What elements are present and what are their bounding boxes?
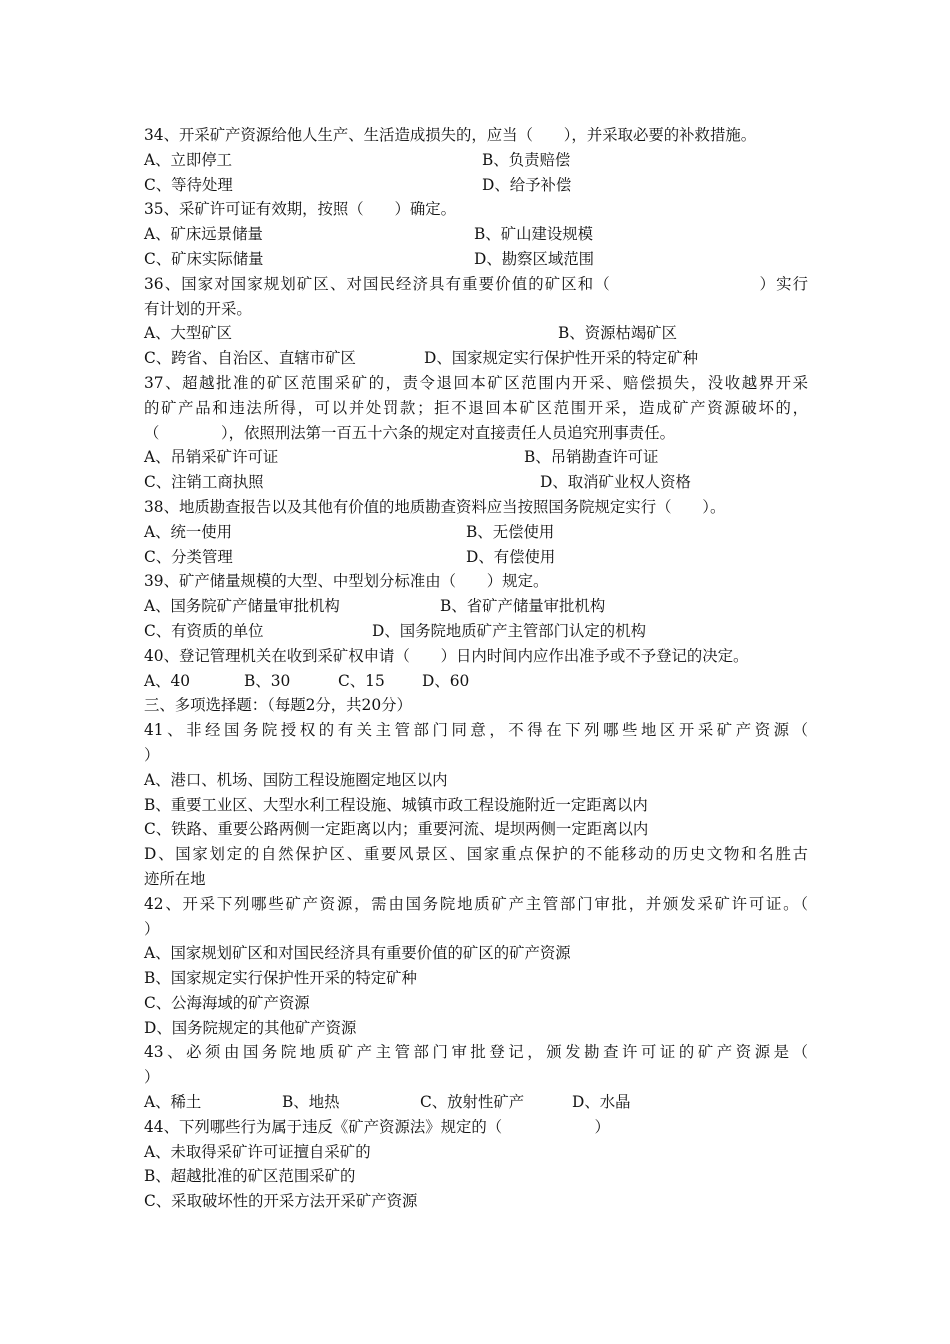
- line-text: 36、国家对国家规划矿区、对国民经济具有重要价值的矿区和（ ）实行: [144, 274, 808, 293]
- option-text: D、取消矿业权人资格: [540, 473, 691, 492]
- text-line: [144, 371, 808, 396]
- line-text: 43、必须由国务院地质矿产主管部门审批登记，颁发勘查许可证的矿产资源是（: [144, 1043, 808, 1062]
- text-line: [144, 421, 808, 446]
- text-line: [144, 669, 808, 694]
- text-line: [144, 470, 808, 495]
- line-text: A、港口、机场、国防工程设施圈定地区以内: [144, 770, 448, 789]
- text-line: [144, 1090, 808, 1115]
- line-text: ）: [144, 919, 160, 938]
- line-text: A、统一使用: [144, 522, 233, 541]
- option-text: D、国务院地质矿产主管部门认定的机构: [372, 621, 646, 640]
- line-text: C、注销工商执照: [144, 473, 264, 492]
- option-text: D、60: [422, 671, 470, 690]
- text-line: [144, 520, 808, 545]
- line-text: C、有资质的单位: [144, 621, 264, 640]
- text-line: [144, 991, 808, 1016]
- line-text: 34、开采矿产资源给他人生产、生活造成损失的，应当（ ），并采取必要的补救措施。: [144, 126, 757, 144]
- option-text: D、勘察区域范围: [474, 249, 595, 268]
- text-line: [144, 1164, 808, 1189]
- line-text: ）: [144, 1068, 160, 1087]
- line-text: ）: [144, 745, 160, 764]
- line-text: C、铁路、重要公路两侧一定距离以内；重要河流、堤坝两侧一定距离以内: [144, 820, 649, 839]
- line-text: B、超越批准的矿区范围采矿的: [144, 1167, 356, 1186]
- text-line: [144, 272, 808, 297]
- text-line: [144, 222, 808, 247]
- text-line: [144, 148, 808, 173]
- line-text: A、未取得采矿许可证擅自采矿的: [144, 1142, 371, 1161]
- option-text: D、水晶: [572, 1093, 631, 1112]
- line-text: 迹所在地: [144, 869, 206, 888]
- option-text: B、无偿使用: [466, 522, 555, 541]
- text-line: [144, 247, 808, 272]
- line-text: A、40: [144, 671, 191, 690]
- line-text: A、大型矿区: [144, 324, 233, 343]
- line-text: B、重要工业区、大型水利工程设施、城镇市政工程设施附近一定距离以内: [144, 795, 648, 814]
- text-line: [144, 569, 808, 594]
- line-text: D、国务院规定的其他矿产资源: [144, 1018, 357, 1037]
- option-text: D、给予补偿: [482, 175, 572, 194]
- line-text: C、跨省、自治区、直辖市矿区: [144, 349, 356, 368]
- text-line: [144, 1065, 808, 1090]
- line-text: D、国家划定的自然保护区、重要风景区、国家重点保护的不能移动的历史文物和名胜古: [144, 845, 808, 864]
- text-line: [144, 545, 808, 570]
- line-text: C、矿床实际储量: [144, 249, 264, 268]
- line-text: 35、采矿许可证有效期，按照（ ）确定。: [144, 200, 457, 219]
- text-line: [144, 1115, 808, 1140]
- text-line: [144, 693, 808, 718]
- text-line: [144, 718, 808, 743]
- option-text: B、30: [244, 671, 291, 690]
- text-line: [144, 1040, 808, 1065]
- option-text: B、资源枯竭矿区: [558, 324, 678, 343]
- line-text: 44、下列哪些行为属于违反《矿产资源法》规定的（ ）: [144, 1117, 610, 1136]
- line-text: 38、地质勘查报告以及其他有价值的地质勘查资料应当按照国务院规定实行（ ）。: [144, 497, 726, 516]
- line-text: A、立即停工: [144, 150, 233, 169]
- text-line: [144, 321, 808, 346]
- line-text: （ ），依照刑法第一百五十六条的规定对直接责任人员追究刑事责任。: [144, 423, 675, 442]
- line-text: 有计划的开采。: [144, 299, 252, 318]
- line-text: 三、多项选择题：（每题2分，共20分）: [144, 696, 412, 715]
- text-line: [144, 495, 808, 520]
- line-text: A、稀土: [144, 1093, 202, 1112]
- text-line: [144, 917, 808, 942]
- option-text: C、放射性矿产: [420, 1093, 525, 1112]
- line-text: A、吊销采矿许可证: [144, 448, 279, 467]
- line-text: 40、登记管理机关在收到采矿权申请（ ）日内时间内应作出准予或不予登记的决定。: [144, 646, 749, 665]
- text-line: [144, 817, 808, 842]
- line-text: 42、开采下列哪些矿产资源，需由国务院地质矿产主管部门审批，并颁发采矿许可证。（: [144, 894, 808, 913]
- text-line: [144, 1016, 808, 1041]
- option-text: B、吊销勘查许可证: [524, 448, 659, 467]
- text-line: [144, 793, 808, 818]
- text-line: [144, 768, 808, 793]
- option-text: D、有偿使用: [466, 547, 556, 566]
- text-line: [144, 346, 808, 371]
- text-line: [144, 619, 808, 644]
- line-text: C、等待处理: [144, 175, 233, 194]
- text-line: [144, 966, 808, 991]
- text-line: [144, 842, 808, 867]
- line-text: B、国家规定实行保护性开采的特定矿种: [144, 969, 417, 988]
- line-text: 39、矿产储量规模的大型、中型划分标准由（ ）规定。: [144, 572, 549, 591]
- text-line: [144, 941, 808, 966]
- text-line: [144, 173, 808, 198]
- text-line: [144, 297, 808, 322]
- line-text: C、公海海域的矿产资源: [144, 993, 310, 1012]
- line-text: A、矿床远景储量: [144, 225, 263, 244]
- text-line: [144, 743, 808, 768]
- text-line: [144, 867, 808, 892]
- option-text: B、负责赔偿: [482, 150, 571, 169]
- option-text: D、国家规定实行保护性开采的特定矿种: [424, 349, 698, 368]
- text-line: [144, 1140, 808, 1165]
- text-line: [144, 123, 808, 148]
- line-text: 41、非经国务院授权的有关主管部门同意，不得在下列哪些地区开采矿产资源（: [144, 721, 808, 740]
- option-text: B、省矿产储量审批机构: [440, 597, 606, 616]
- line-text: 的矿产品和违法所得，可以并处罚款；拒不退回本矿区范围开采，造成矿产资源破坏的，: [144, 398, 808, 417]
- text-line: [144, 594, 808, 619]
- line-text: 37、超越批准的矿区范围采矿的，责令退回本矿区范围内开采、赔偿损失，没收越界开采: [144, 373, 808, 392]
- text-line: [144, 1189, 808, 1214]
- line-text: C、分类管理: [144, 547, 233, 566]
- text-line: [144, 445, 808, 470]
- text-line: [144, 396, 808, 421]
- text-line: [144, 892, 808, 917]
- text-line: [144, 644, 808, 669]
- text-line: [144, 197, 808, 222]
- line-text: A、国家规划矿区和对国民经济具有重要价值的矿区的矿产资源: [144, 944, 571, 963]
- option-text: B、地热: [282, 1093, 340, 1112]
- document-body: [144, 123, 808, 1214]
- option-text: B、矿山建设规模: [474, 225, 594, 244]
- option-text: C、15: [338, 671, 385, 690]
- line-text: C、采取破坏性的开采方法开采矿产资源: [144, 1192, 418, 1211]
- line-text: A、国务院矿产储量审批机构: [144, 597, 340, 616]
